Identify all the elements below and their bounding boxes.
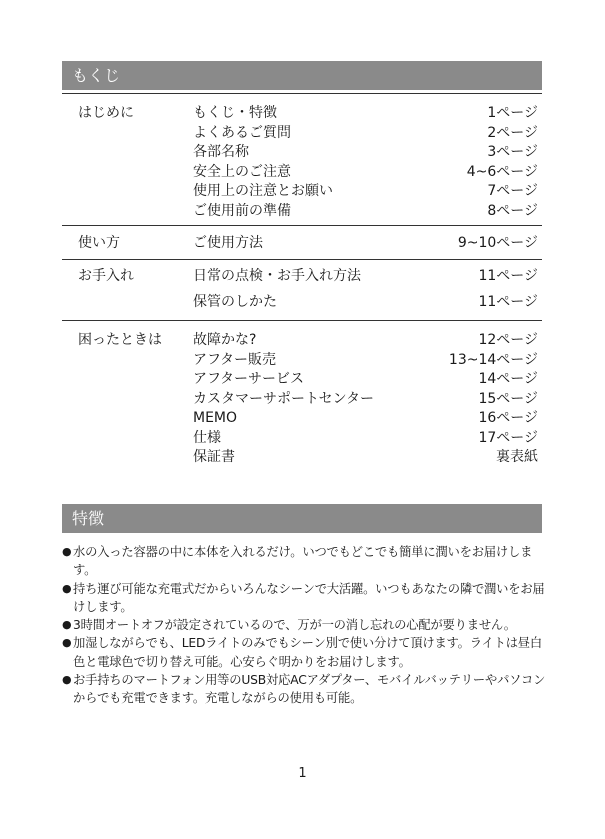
toc-row (193, 390, 542, 410)
toc-row (193, 104, 542, 124)
toc-row (193, 234, 542, 254)
list-item (62, 671, 546, 708)
toc-title: もくじ・特徴 (193, 105, 277, 121)
toc-page: 12ページ (478, 332, 538, 348)
toc-title: ご使用前の準備 (193, 202, 291, 219)
toc-row (193, 267, 542, 287)
bullet-icon: ● (62, 636, 72, 650)
toc-category: はじめに (78, 105, 134, 121)
list-item (62, 580, 546, 617)
table-of-contents (62, 93, 542, 477)
toc-title: MEMO (193, 410, 238, 426)
toc-header-title: もくじ (72, 66, 121, 85)
toc-page: 3ページ (487, 144, 538, 160)
list-item (62, 634, 546, 671)
toc-title: カスタマーサポートセンター (193, 390, 375, 407)
toc-row (193, 163, 542, 183)
toc-page: 11ページ (478, 268, 538, 284)
toc-category: 困ったときは (78, 332, 162, 348)
toc-row (193, 331, 542, 351)
toc-row (193, 182, 542, 202)
feature-text: 3時間オートオフが設定されているので、万が一の消し忘れの心配が要りません。 (73, 618, 516, 633)
toc-page: 13~14ページ (448, 351, 538, 368)
feature-text: お手持ちのマートフォン用等のUSB対応ACアダプター、モバイルバッテリーやパソコンからでも充電できます。充電しながらの使用も可能。 (73, 673, 546, 706)
feature-text: 加湿しながらでも、LEDライトのみでもシーン別で使い分けて頂けます。ライトは昼白色と電球色で切り替え可能。心安らぐ明かりをお届けします。 (73, 636, 542, 669)
toc-title: 各部名称 (193, 144, 249, 160)
toc-title: 使用上の注意とお願い (193, 183, 333, 199)
toc-page: 9~10ページ (457, 235, 538, 251)
features-list (62, 543, 546, 708)
toc-page: 4~6ページ (466, 163, 538, 180)
toc-page: 裏表紙 (496, 449, 538, 465)
toc-title: ご使用方法 (193, 235, 263, 251)
toc-group-usage (62, 226, 542, 260)
toc-page: 16ページ (478, 410, 538, 426)
toc-row (193, 202, 542, 222)
page-number: 1 (298, 766, 307, 781)
toc-group-troubleshooting (62, 321, 542, 477)
toc-title: アフター販売 (193, 351, 277, 368)
toc-title: よくあるご質問 (193, 124, 291, 141)
toc-page: 2ページ (487, 124, 538, 141)
toc-title: アフターサービス (193, 371, 305, 387)
toc-row (193, 293, 542, 313)
toc-header-bar (62, 61, 542, 90)
toc-group-care (62, 260, 542, 321)
toc-row (193, 351, 542, 371)
list-item (62, 616, 546, 634)
toc-title: 故障かな? (193, 332, 257, 348)
toc-page: 1ページ (487, 105, 538, 121)
toc-category: 使い方 (78, 235, 120, 251)
feature-text: 水の入った容器の中に本体を入れるだけ。いつでもどこでも簡単に潤いをお届けします。 (73, 545, 533, 578)
toc-row (193, 448, 542, 468)
toc-row (193, 143, 542, 163)
list-item (62, 543, 546, 580)
bullet-icon: ● (62, 618, 72, 632)
toc-page: 7ページ (487, 183, 538, 199)
toc-page: 14ページ (478, 371, 538, 387)
toc-title: 保管のしかた (193, 293, 277, 310)
toc-page: 17ページ (478, 429, 538, 446)
toc-page: 15ページ (478, 390, 538, 407)
toc-title: 仕様 (193, 429, 221, 446)
bullet-icon: ● (62, 581, 72, 595)
toc-row (193, 370, 542, 390)
features-header-title: 特徴 (72, 509, 105, 528)
feature-text: 持ち運び可能な充電式だからいろんなシーンで大活躍。いつもあなたの隣で潤いをお届けします。 (73, 581, 545, 614)
features-header-bar (62, 504, 542, 533)
toc-row (193, 409, 542, 429)
bullet-icon: ● (62, 673, 72, 687)
toc-title: 安全上のご注意 (193, 163, 291, 180)
toc-title: 保証書 (193, 449, 235, 465)
toc-page: 8ページ (487, 202, 538, 219)
toc-title: 日常の点検・お手入れ方法 (193, 268, 361, 284)
toc-page: 11ページ (478, 293, 538, 310)
toc-category: お手入れ (78, 268, 134, 284)
toc-row (193, 124, 542, 144)
toc-group-introduction (62, 93, 542, 226)
bullet-icon: ● (62, 545, 72, 558)
toc-row (193, 429, 542, 449)
